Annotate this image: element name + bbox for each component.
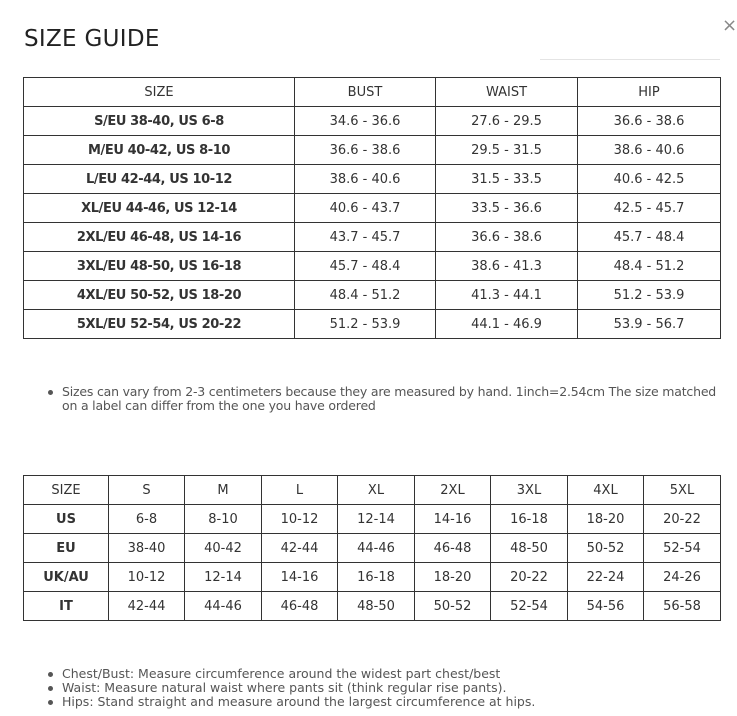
table-cell: 12-14 [185, 563, 262, 592]
size-cell: L/EU 42-44, US 10-12 [24, 165, 295, 194]
bust-cell: 48.4 - 51.2 [295, 281, 436, 310]
size-measurement-table [23, 77, 721, 339]
size-cell: XL/EU 44-46, US 12-14 [24, 194, 295, 223]
measure-note-bust: Chest/Bust: Measure circumference around the widest part chest/best [45, 667, 725, 681]
waist-cell: 41.3 - 44.1 [436, 281, 578, 310]
table-cell: 18-20 [568, 505, 644, 534]
table-row [24, 194, 721, 223]
table-cell: 20-22 [491, 563, 568, 592]
waist-cell: 38.6 - 41.3 [436, 252, 578, 281]
size-cell: 3XL/EU 48-50, US 16-18 [24, 252, 295, 281]
column-header-waist: WAIST [436, 78, 578, 107]
hip-cell: 36.6 - 38.6 [578, 107, 721, 136]
table-cell: 18-20 [415, 563, 491, 592]
table-header-row [24, 78, 721, 107]
column-header-size: SIZE [24, 476, 109, 505]
hip-cell: 45.7 - 48.4 [578, 223, 721, 252]
table-row [24, 534, 721, 563]
table-cell: 42-44 [262, 534, 338, 563]
table-cell: 46-48 [262, 592, 338, 621]
table-row [24, 563, 721, 592]
measure-note-hips: Hips: Stand straight and measure around the largest circumference at hips. [45, 695, 725, 709]
table-row [24, 281, 721, 310]
column-header-bust: BUST [295, 78, 436, 107]
table-cell: 16-18 [491, 505, 568, 534]
table-header-row [24, 476, 721, 505]
column-header-hip: HIP [578, 78, 721, 107]
table-cell: 52-54 [644, 534, 721, 563]
table-cell: 16-18 [338, 563, 415, 592]
size-cell: 2XL/EU 46-48, US 14-16 [24, 223, 295, 252]
measurement-notes-list [45, 667, 725, 709]
hip-cell: 38.6 - 40.6 [578, 136, 721, 165]
table-cell: 24-26 [644, 563, 721, 592]
table-cell: 38-40 [109, 534, 185, 563]
hip-cell: 53.9 - 56.7 [578, 310, 721, 339]
column-header: S [109, 476, 185, 505]
column-header: 3XL [491, 476, 568, 505]
table-cell: 48-50 [338, 592, 415, 621]
column-header: 5XL [644, 476, 721, 505]
size-note-list [45, 385, 725, 413]
bust-cell: 34.6 - 36.6 [295, 107, 436, 136]
table-cell: 22-24 [568, 563, 644, 592]
hip-cell: 51.2 - 53.9 [578, 281, 721, 310]
table-row [24, 107, 721, 136]
table-cell: 48-50 [491, 534, 568, 563]
table-cell: 42-44 [109, 592, 185, 621]
table-row [24, 252, 721, 281]
size-conversion-table [23, 475, 721, 621]
table-cell: 6-8 [109, 505, 185, 534]
table-cell: 14-16 [415, 505, 491, 534]
waist-cell: 33.5 - 36.6 [436, 194, 578, 223]
bust-cell: 36.6 - 38.6 [295, 136, 436, 165]
measure-note-waist: Waist: Measure natural waist where pants sit (think regular rise pants). [45, 681, 725, 695]
bust-cell: 43.7 - 45.7 [295, 223, 436, 252]
table-cell: 40-42 [185, 534, 262, 563]
table-cell: 44-46 [185, 592, 262, 621]
column-header-size: SIZE [24, 78, 295, 107]
table-cell: 10-12 [109, 563, 185, 592]
table-cell: 14-16 [262, 563, 338, 592]
bust-cell: 51.2 - 53.9 [295, 310, 436, 339]
column-header: 2XL [415, 476, 491, 505]
region-cell: US [24, 505, 109, 534]
waist-cell: 29.5 - 31.5 [436, 136, 578, 165]
region-cell: IT [24, 592, 109, 621]
region-cell: EU [24, 534, 109, 563]
hip-cell: 40.6 - 42.5 [578, 165, 721, 194]
table-row [24, 223, 721, 252]
waist-cell: 44.1 - 46.9 [436, 310, 578, 339]
table-cell: 8-10 [185, 505, 262, 534]
hip-cell: 48.4 - 51.2 [578, 252, 721, 281]
table-row [24, 165, 721, 194]
table-cell: 56-58 [644, 592, 721, 621]
table-row [24, 136, 721, 165]
close-icon[interactable]: × [722, 15, 737, 36]
size-cell: S/EU 38-40, US 6-8 [24, 107, 295, 136]
bust-cell: 40.6 - 43.7 [295, 194, 436, 223]
waist-cell: 36.6 - 38.6 [436, 223, 578, 252]
bust-cell: 45.7 - 48.4 [295, 252, 436, 281]
column-header: L [262, 476, 338, 505]
divider [540, 59, 720, 60]
region-cell: UK/AU [24, 563, 109, 592]
page-title: SIZE GUIDE [24, 26, 160, 52]
column-header: 4XL [568, 476, 644, 505]
table-cell: 54-56 [568, 592, 644, 621]
table-row [24, 505, 721, 534]
bust-cell: 38.6 - 40.6 [295, 165, 436, 194]
column-header: M [185, 476, 262, 505]
size-cell: 5XL/EU 52-54, US 20-22 [24, 310, 295, 339]
table-row [24, 310, 721, 339]
waist-cell: 27.6 - 29.5 [436, 107, 578, 136]
table-cell: 50-52 [415, 592, 491, 621]
size-cell: M/EU 40-42, US 8-10 [24, 136, 295, 165]
table-cell: 12-14 [338, 505, 415, 534]
table-cell: 46-48 [415, 534, 491, 563]
table-cell: 20-22 [644, 505, 721, 534]
waist-cell: 31.5 - 33.5 [436, 165, 578, 194]
table-row [24, 592, 721, 621]
table-cell: 44-46 [338, 534, 415, 563]
size-cell: 4XL/EU 50-52, US 18-20 [24, 281, 295, 310]
table-cell: 10-12 [262, 505, 338, 534]
size-note: Sizes can vary from 2-3 centimeters because they are measured by hand. 1inch=2.54cm The size matched on a label can differ from the one you have ordered [45, 385, 725, 413]
table-cell: 50-52 [568, 534, 644, 563]
column-header: XL [338, 476, 415, 505]
table-cell: 52-54 [491, 592, 568, 621]
hip-cell: 42.5 - 45.7 [578, 194, 721, 223]
